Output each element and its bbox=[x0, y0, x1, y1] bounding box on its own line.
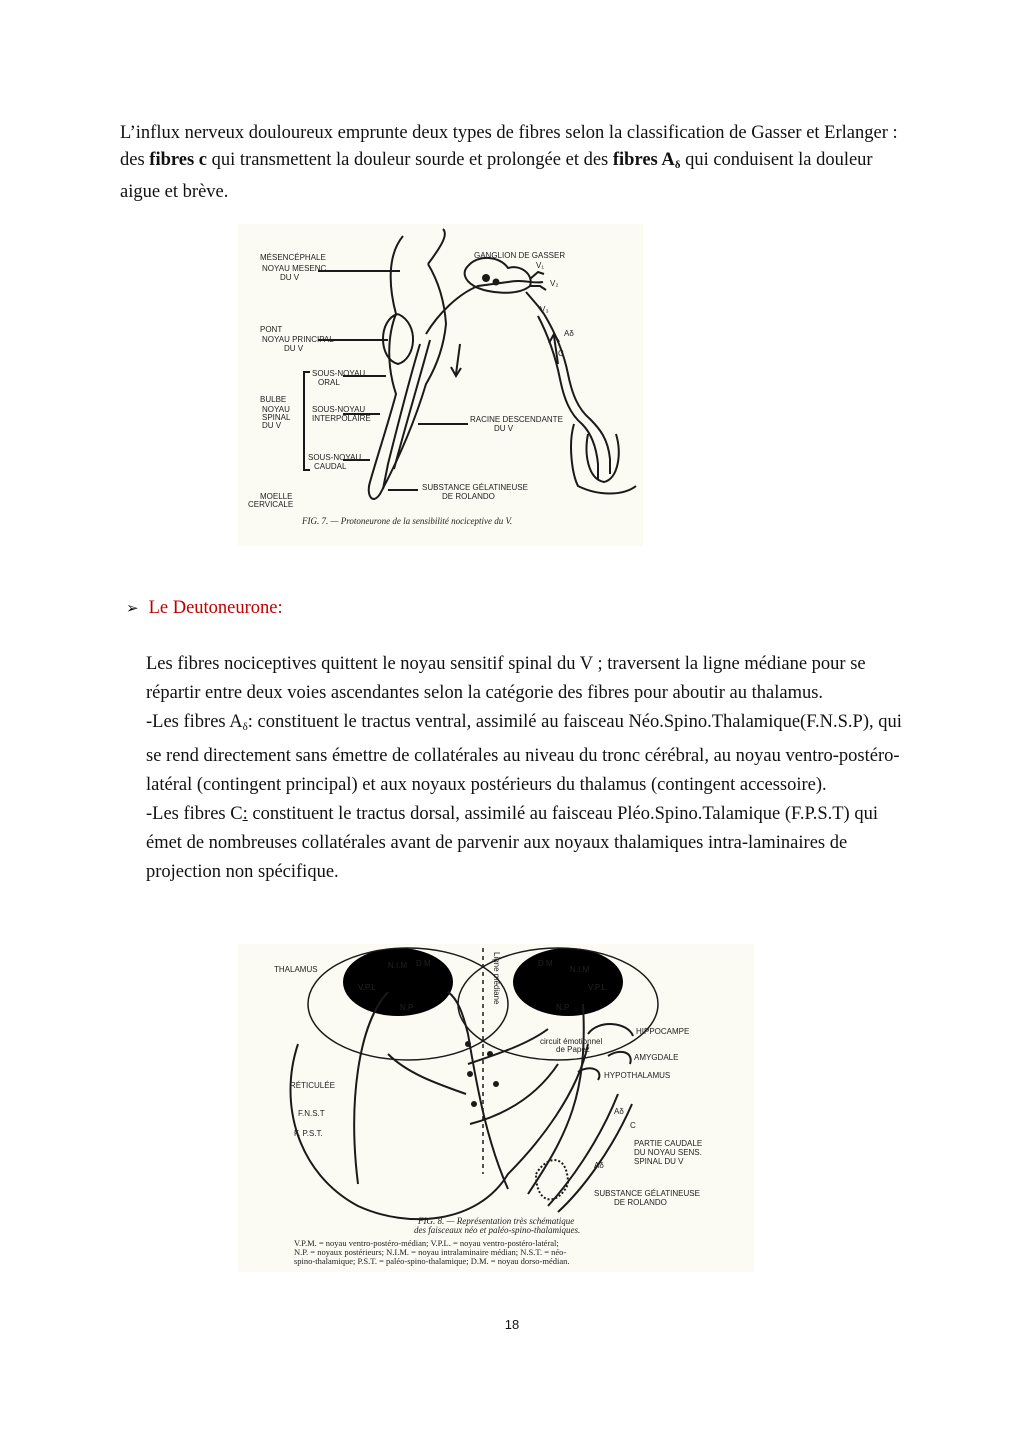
fig7-label-moelle-1: MOELLE bbox=[260, 492, 293, 501]
fig8-node-5 bbox=[493, 1081, 499, 1087]
fig8-label-ligne-mediane: Ligne médiane bbox=[492, 952, 501, 1005]
fig8-label-fnst: F.N.S.T bbox=[298, 1109, 325, 1118]
intro-bold-fibres-adelta bbox=[613, 150, 681, 170]
fig8-hippocampe bbox=[588, 1024, 633, 1036]
fig8-label-substance-2: DE ROLANDO bbox=[614, 1198, 667, 1207]
fig8-amygdale bbox=[608, 1052, 631, 1064]
fig8-caption-2: des faisceaux néo et paléo-spino-thalamiques. bbox=[414, 1225, 581, 1235]
fig7-label-v2: V₂ bbox=[550, 279, 559, 288]
fig7-label-noyau-principal: NOYAU PRINCIPAL bbox=[262, 335, 334, 344]
intro-bold-delta-sub: δ bbox=[674, 159, 681, 171]
fig8-label-amygdale: AMYGDALE bbox=[634, 1053, 679, 1062]
fig8-label-partie-1: PARTIE CAUDALE bbox=[634, 1139, 703, 1148]
fig8-label-thalamus: THALAMUS bbox=[274, 965, 318, 974]
fig7-brainstem-outline bbox=[369, 236, 446, 499]
fig7-label-sous-noyau-oral-1: SOUS-NOYAU bbox=[312, 369, 366, 378]
fig8-label-dm-left: D M bbox=[416, 959, 431, 968]
fig7-ganglion-cell-2 bbox=[493, 279, 500, 286]
figure-7-drawing bbox=[238, 224, 643, 546]
fig8-label-vpl-left: V.P.L bbox=[358, 983, 376, 992]
fig8-label-partie-2: DU NOYAU SENS. bbox=[634, 1148, 702, 1157]
fig7-brainstem-right bbox=[428, 229, 445, 264]
fig8-label-reticulee: RÉTICULÉE bbox=[290, 1081, 335, 1090]
fig7-label-racine-1: RACINE DESCENDANTE bbox=[470, 415, 563, 424]
fig7-descending-root-3 bbox=[394, 340, 430, 469]
fig7-v2-branch bbox=[530, 286, 546, 290]
fig8-node-4 bbox=[487, 1051, 493, 1057]
fig8-label-dm-right: D M bbox=[538, 959, 553, 968]
body-text-1: Les fibres nociceptives quittent le noyau sensitif spinal du V ; traversent la ligne médiane pour se répartir entre deux voies ascendantes selon la catégorie des fibres pour aboutir au thalamus. bbox=[146, 654, 866, 703]
fig7-label-moelle-2: CERVICALE bbox=[248, 500, 294, 509]
fig7-label-pont: PONT bbox=[260, 325, 283, 334]
fig7-label-sous-noyau-interp-1: SOUS-NOYAU bbox=[312, 405, 366, 414]
fig8-thalamus-left bbox=[343, 948, 453, 1016]
fig7-label-mesencephale: MÉSENCÉPHALE bbox=[260, 253, 326, 262]
fig7-label-noyau-spinal-1: NOYAU bbox=[262, 405, 290, 414]
body-text-3: constituent le tractus dorsal, assimilé au faisceau Pléo.Spino.Talamique (F.P.S.T) qui émet de nombreuses collatérales avant de parvenir aux noyaux thalamiques intra-laminaires de projection non spécifique. bbox=[146, 804, 878, 882]
fig7-label-noyau-spinal-2: SPINAL bbox=[262, 413, 291, 422]
fig7-label-du-v-1: DU V bbox=[280, 273, 300, 282]
fig7-peripheral-nerve-2 bbox=[538, 316, 598, 479]
fig8-node-3 bbox=[471, 1101, 477, 1107]
fig7-label-substance-1: SUBSTANCE GÉLATINEUSE bbox=[422, 483, 528, 492]
fig8-label-a-delta-1: Aδ bbox=[614, 1107, 624, 1116]
fig8-label-circuit-1: circuit émotionnel bbox=[540, 1037, 603, 1046]
section-title: Le Deutoneurone: bbox=[148, 598, 283, 618]
body-text-3-prefix: -Les fibres C bbox=[146, 804, 243, 824]
section-heading bbox=[126, 598, 283, 619]
intro-bold-fibres-c: fibres c bbox=[149, 150, 208, 170]
intro-text-1: L’influx nerveux douloureux emprunte deux types de fibres selon la classification de Gasser et Erlanger : des bbox=[120, 123, 898, 170]
fig8-label-c: C bbox=[630, 1121, 636, 1130]
fig7-label-racine-2: DU V bbox=[494, 424, 514, 433]
fig8-label-partie-3: SPINAL DU V bbox=[634, 1157, 684, 1166]
page-number: 18 bbox=[504, 1317, 520, 1332]
figure-7 bbox=[238, 224, 643, 546]
fig8-label-vpl-right: V.P.L bbox=[588, 983, 606, 992]
fig8-caption-1: FIG. 8. — Représentation très schématique bbox=[418, 1216, 575, 1226]
fig8-legend-2: N.P. = noyaux postérieurs; N.I.M. = noyau intralaminaire médian; N.S.T. = néo- bbox=[294, 1247, 567, 1257]
fig8-label-nim-right: N.I.M bbox=[570, 965, 590, 974]
fig7-label-sous-noyau-caudal-2: CAUDAL bbox=[314, 462, 347, 471]
fig8-label-substance-1: SUBSTANCE GÉLATINEUSE bbox=[594, 1189, 700, 1198]
body-text-2-prefix: -Les fibres A bbox=[146, 712, 243, 732]
fig8-brainstem-outline bbox=[291, 1044, 589, 1219]
fig7-label-noyau-spinal-3: DU V bbox=[262, 421, 282, 430]
fig7-label-du-v-2: DU V bbox=[284, 344, 304, 353]
intro-text-3: qui conduisent la douleur aigue et brève. bbox=[120, 150, 873, 202]
fig7-label-v1: V₁ bbox=[536, 261, 545, 270]
figure-8 bbox=[238, 944, 754, 1272]
body-text-2: : constituent le tractus ventral, assimilé au faisceau Néo.Spino.Thalamique(F.N.S.P), qui se rend directement sans émettre de collatérales au niveau du tronc cérébral, au noyau ventro-postéro-latéral (contingent principal) et aux noyaux postérieurs du thalamus (contingent accessoire). bbox=[146, 712, 902, 795]
fig8-label-nim-left: N.I.M bbox=[388, 961, 408, 970]
fig8-label-circuit-2: de Papez bbox=[556, 1045, 590, 1054]
body-text-2-sub: δ bbox=[242, 721, 248, 733]
fig8-node-1 bbox=[465, 1041, 471, 1047]
fig8-label-np-left: N.P bbox=[400, 1003, 414, 1012]
fig8-legend-3: spino-thalamique; P.S.T. = paléo-spino-thalamique; D.M. = noyau dorso-médian. bbox=[294, 1256, 570, 1266]
figure-8-drawing bbox=[238, 944, 754, 1272]
fig7-label-bulbe: BULBE bbox=[260, 395, 287, 404]
fig7-label-v3: V₃ bbox=[540, 305, 549, 314]
fig7-caption: FIG. 7. — Protoneurone de la sensibilité nociceptive du V. bbox=[302, 516, 513, 526]
fig8-fnst-tract-left bbox=[354, 992, 388, 1184]
fig8-label-fpst: F. P.S.T. bbox=[294, 1129, 323, 1138]
fig8-legend-1: V.P.M. = noyau ventro-postéro-médian; V.P.L. = noyau ventro-postéro-latéral; bbox=[294, 1238, 559, 1248]
body-text-3-colon: : bbox=[242, 804, 248, 824]
intro-bold-fibres-a: fibres A bbox=[612, 150, 675, 170]
fig7-label-sous-noyau-caudal-1: SOUS-NOYAU bbox=[308, 453, 362, 462]
fig7-label-noyau-mesenc: NOYAU MESENC. bbox=[262, 264, 329, 273]
fig7-receptor bbox=[587, 434, 619, 482]
body-paragraph bbox=[146, 650, 906, 887]
fig8-substance bbox=[536, 1160, 568, 1199]
fig7-label-sous-noyau-oral-2: ORAL bbox=[318, 378, 340, 387]
fig8-fnst-tract bbox=[528, 1004, 584, 1194]
fig8-label-np-right: N.P bbox=[556, 1003, 570, 1012]
fig7-v1-branch bbox=[530, 272, 544, 279]
fig7-ganglion-cell-1 bbox=[482, 274, 490, 282]
fig8-label-hippocampe: HIPPOCAMPE bbox=[636, 1027, 690, 1036]
fig7-label-a-delta: Aδ bbox=[564, 329, 574, 338]
fig7-label-ganglion: GANGLION DE GASSER bbox=[474, 251, 566, 260]
intro-paragraph bbox=[120, 120, 910, 206]
fig7-label-c: C bbox=[558, 349, 564, 358]
fig8-label-a-delta-2: Aδ bbox=[594, 1161, 604, 1170]
fig7-label-substance-2: DE ROLANDO bbox=[442, 492, 495, 501]
fig7-label-sous-noyau-interp-2: INTERPOLAIRE bbox=[312, 414, 371, 423]
fig8-node-2 bbox=[467, 1071, 473, 1077]
intro-text-2: qui transmettent la douleur sourde et prolongée et des bbox=[207, 150, 613, 170]
fig8-label-hypothalamus: HYPOTHALAMUS bbox=[604, 1071, 671, 1080]
bullet-arrow-icon: ➢ bbox=[126, 601, 139, 617]
